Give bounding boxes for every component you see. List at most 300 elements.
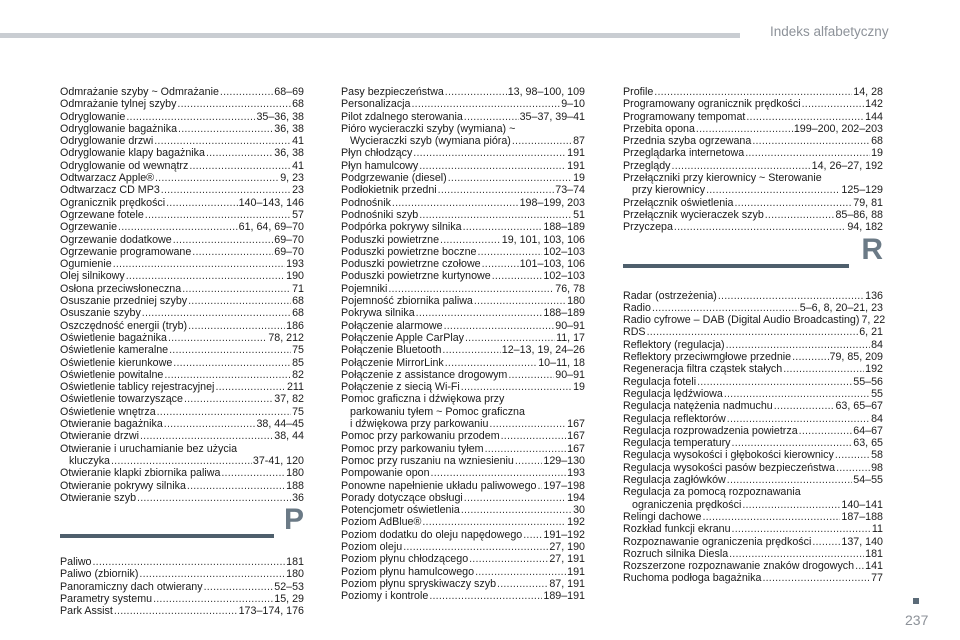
index-entry-pages: 198–199, 203 bbox=[519, 196, 585, 209]
index-entry-pages: 9–10 bbox=[561, 98, 585, 111]
index-entry bbox=[60, 184, 304, 196]
dot-leader bbox=[114, 605, 238, 617]
index-entry-pages: 64–67 bbox=[853, 424, 883, 437]
dot-leader bbox=[221, 467, 285, 479]
index-entry-term: Poziom płynu hamulcowego bbox=[341, 565, 475, 578]
index-entry-pages: 68 bbox=[292, 307, 304, 320]
index-entry bbox=[623, 135, 883, 147]
dot-leader bbox=[139, 568, 285, 580]
index-entry-term: Poziom płynu spryskiwaczy szyb bbox=[341, 577, 497, 590]
index-entry-term: Podnośnik bbox=[341, 196, 391, 209]
index-entry-pages: 14, 26–27, 192 bbox=[811, 159, 883, 172]
index-entry bbox=[341, 504, 585, 516]
index-entry bbox=[60, 467, 304, 479]
index-entry bbox=[341, 283, 585, 295]
dot-leader bbox=[523, 529, 542, 541]
index-entry-term: Regulacja zagłówków bbox=[623, 474, 726, 487]
index-entry-term: Oświetlenie wnętrza bbox=[60, 405, 156, 418]
index-entry-term: parkowaniu tyłem ~ Pomoc graficzna bbox=[350, 405, 525, 418]
index-entry-pages: 136 bbox=[865, 289, 883, 302]
dot-leader bbox=[153, 593, 273, 605]
dot-leader bbox=[726, 339, 871, 351]
index-entry-pages: 85 bbox=[292, 356, 304, 369]
dot-leader bbox=[802, 98, 865, 110]
index-entry-term: i dźwiękowa przy parkowaniu bbox=[350, 418, 489, 431]
dot-leader bbox=[489, 418, 566, 430]
index-entry bbox=[60, 246, 304, 258]
index-entry-pages: 36, 38 bbox=[274, 147, 304, 160]
dot-leader bbox=[164, 418, 256, 430]
index-entry-term: Pojemniki bbox=[341, 282, 388, 295]
index-entry-term: Poduszki powietrzne czołowe bbox=[341, 258, 481, 271]
index-entry bbox=[60, 147, 304, 159]
index-entry-term: Radio bbox=[623, 301, 651, 314]
index-entry-pages: 78, 212 bbox=[268, 331, 304, 344]
index-entry-pages: 191 bbox=[567, 147, 585, 160]
index-entry bbox=[623, 363, 883, 375]
index-entry-pages: 63, 65 bbox=[853, 437, 883, 450]
index-entry-pages: 55–56 bbox=[853, 375, 883, 388]
index-entry-term: Odmrażanie szyby ~ Odmrażanie bbox=[60, 86, 219, 98]
index-entry-term: Olej silnikowy bbox=[60, 270, 125, 283]
index-entry bbox=[341, 357, 585, 369]
dot-leader bbox=[184, 393, 273, 405]
index-entry bbox=[60, 86, 304, 98]
dot-leader bbox=[413, 147, 566, 159]
index-entry-term: kluczyka bbox=[69, 454, 110, 467]
index-entry-pages: 181 bbox=[286, 556, 304, 569]
dot-leader bbox=[392, 197, 519, 209]
index-entry bbox=[623, 339, 883, 351]
index-entry-pages: 180 bbox=[286, 467, 304, 480]
index-entry bbox=[623, 462, 883, 474]
index-entry-pages: 167 bbox=[567, 442, 585, 455]
index-entry-term: Rozruch silnika Diesla bbox=[623, 547, 729, 560]
index-entry-term: Poduszki powietrzne kurtynowe bbox=[341, 270, 491, 283]
index-entry bbox=[623, 572, 883, 584]
index-entry-pages: 27, 191 bbox=[549, 553, 585, 566]
index-entry-pages: 27, 190 bbox=[549, 540, 585, 553]
section-letter: R bbox=[861, 232, 883, 266]
index-entry bbox=[341, 270, 585, 282]
dot-leader bbox=[461, 504, 572, 516]
index-entry-pages: 36, 38 bbox=[274, 122, 304, 135]
dot-leader bbox=[215, 381, 286, 393]
dot-leader bbox=[220, 86, 273, 98]
index-list-o bbox=[60, 86, 304, 504]
index-entry bbox=[60, 270, 304, 282]
index-entry-pages: 141 bbox=[865, 560, 883, 573]
index-entry-term: Ogranicznik prędkości bbox=[60, 196, 166, 209]
index-entry-term: Profile bbox=[623, 86, 654, 98]
index-entry bbox=[60, 209, 304, 221]
index-entry-pages: 188 bbox=[286, 479, 304, 492]
index-entry-pages: 180 bbox=[286, 568, 304, 581]
index-entry bbox=[60, 593, 304, 605]
index-entry bbox=[60, 357, 304, 369]
index-entry bbox=[341, 234, 585, 246]
dot-leader bbox=[192, 246, 273, 258]
index-entry-term: Otwieranie i uruchamianie bez użycia bbox=[60, 442, 238, 455]
index-entry-pages: 41 bbox=[292, 135, 304, 148]
index-entry bbox=[341, 123, 585, 135]
index-entry bbox=[60, 605, 304, 617]
index-entry-term: Otwieranie drzwi bbox=[60, 430, 139, 443]
index-entry-term: Pasy bezpieczeństwa bbox=[341, 86, 444, 98]
dot-leader bbox=[188, 320, 285, 332]
index-entry bbox=[623, 197, 883, 209]
index-entry-pages: 87 bbox=[573, 135, 585, 148]
index-entry-pages: 75 bbox=[292, 344, 304, 357]
dot-leader bbox=[126, 270, 285, 282]
index-entry-term: Osuszanie szyby bbox=[60, 307, 141, 320]
dot-leader bbox=[783, 363, 864, 375]
index-entry-term: Poziom płynu chłodzącego bbox=[341, 553, 469, 566]
index-entry-pages: 9, 23 bbox=[280, 172, 304, 185]
index-entry-term: Osłona przeciwsłoneczna bbox=[60, 282, 182, 295]
index-entry-term: Ruchoma podłoga bagażnika bbox=[623, 572, 762, 585]
index-entry bbox=[623, 111, 883, 123]
dot-leader bbox=[173, 357, 291, 369]
dot-leader bbox=[173, 234, 274, 246]
index-entry bbox=[623, 123, 883, 135]
index-entry bbox=[60, 581, 304, 593]
index-entry bbox=[341, 393, 585, 405]
index-entry-pages: 52–53 bbox=[274, 580, 304, 593]
dot-leader bbox=[416, 307, 543, 319]
index-entry-pages: 188–189 bbox=[543, 221, 585, 234]
index-entry-pages: 191 bbox=[567, 159, 585, 172]
index-entry-term: Rozkład funkcji ekranu bbox=[623, 523, 731, 536]
index-entry-term: Ogumienie bbox=[60, 258, 112, 271]
dot-leader bbox=[429, 590, 542, 602]
index-entry-pages: 140–143, 146 bbox=[238, 196, 304, 209]
index-entry-term: Paliwo (zbiornik) bbox=[60, 568, 139, 581]
index-entry-pages: 11, 17 bbox=[556, 331, 585, 344]
index-entry bbox=[341, 344, 585, 356]
dot-leader bbox=[461, 381, 572, 393]
index-entry-pages: 125–129 bbox=[841, 184, 883, 197]
dot-leader bbox=[440, 234, 501, 246]
index-entry-term: Pokrywa silnika bbox=[341, 307, 415, 320]
index-entry bbox=[623, 400, 883, 412]
index-entry-term: Regulacja natężenia nadmuchu bbox=[623, 400, 773, 413]
index-entry bbox=[60, 197, 304, 209]
index-entry bbox=[341, 246, 585, 258]
section-divider bbox=[60, 534, 274, 538]
index-entry bbox=[60, 283, 304, 295]
dot-leader bbox=[166, 197, 237, 209]
index-entry-pages: 192 bbox=[567, 516, 585, 529]
index-entry bbox=[623, 413, 883, 425]
index-entry bbox=[623, 474, 883, 486]
index-entry bbox=[341, 578, 585, 590]
dot-leader bbox=[448, 172, 572, 184]
index-entry-pages: 94, 182 bbox=[847, 221, 883, 234]
index-entry-pages: 173–174, 176 bbox=[238, 605, 304, 618]
index-list-p bbox=[341, 86, 585, 602]
index-entry-pages: 140–141 bbox=[841, 498, 883, 511]
page-number: 237 bbox=[905, 612, 929, 628]
index-entry-pages: 167 bbox=[567, 430, 585, 443]
index-entry-term: Połączenie z assistance drogowym bbox=[341, 368, 508, 381]
dot-leader bbox=[774, 400, 835, 412]
index-entry bbox=[60, 369, 304, 381]
index-entry bbox=[623, 425, 883, 437]
index-entry bbox=[60, 258, 304, 270]
dot-leader bbox=[182, 283, 291, 295]
dot-leader bbox=[431, 467, 567, 479]
index-entry bbox=[60, 307, 304, 319]
index-entry-pages: 38, 44 bbox=[274, 430, 304, 443]
dot-leader bbox=[696, 123, 793, 135]
dot-leader bbox=[497, 578, 548, 590]
index-entry bbox=[341, 320, 585, 332]
dot-leader bbox=[142, 307, 291, 319]
dot-leader bbox=[538, 480, 543, 492]
index-entry-pages: 187–188 bbox=[841, 510, 883, 523]
index-entry bbox=[341, 111, 585, 123]
index-entry bbox=[60, 160, 304, 172]
index-entry bbox=[60, 221, 304, 233]
index-entry-pages: 11 bbox=[871, 523, 883, 536]
index-entry bbox=[623, 221, 883, 233]
index-entry bbox=[60, 123, 304, 135]
index-entry-pages: 98 bbox=[871, 461, 883, 474]
index-entry bbox=[623, 388, 883, 400]
index-entry bbox=[60, 492, 304, 504]
index-entry-term: Potencjometr oświetlenia bbox=[341, 504, 460, 517]
index-entry-term: Radar (ostrzeżenia) bbox=[623, 289, 717, 302]
dot-leader bbox=[145, 209, 291, 221]
dot-leader bbox=[836, 462, 870, 474]
index-entry-pages: 15, 29 bbox=[274, 592, 304, 605]
index-entry-term: Otwieranie szyb bbox=[60, 491, 137, 504]
index-entry-term: Personalizacja bbox=[341, 98, 411, 111]
index-entry-term: Poziom oleju bbox=[341, 540, 403, 553]
index-entry-term: Porady dotyczące obsługi bbox=[341, 491, 463, 504]
index-entry bbox=[60, 443, 304, 455]
dot-leader bbox=[164, 369, 291, 381]
index-entry-pages: 36 bbox=[292, 491, 304, 504]
index-entry-term: Przełącznik oświetlenia bbox=[623, 196, 734, 209]
index-list-p-end bbox=[623, 86, 883, 234]
dot-leader bbox=[140, 430, 273, 442]
index-entry-pages: 69–70 bbox=[274, 245, 304, 258]
index-entry-pages: 193 bbox=[286, 258, 304, 271]
index-entry-pages: 167 bbox=[567, 418, 585, 431]
index-entry-term: Pompowanie opon bbox=[341, 467, 430, 480]
index-entry bbox=[60, 320, 304, 332]
index-entry-term: Regulacja reflektorów bbox=[623, 412, 726, 425]
index-entry-pages: 90–91 bbox=[555, 368, 585, 381]
dot-leader bbox=[178, 123, 273, 135]
index-entry-term: Regulacja za pomocą rozpoznawania bbox=[623, 486, 801, 499]
index-entry bbox=[623, 511, 883, 523]
dot-leader bbox=[204, 581, 274, 593]
index-entry bbox=[623, 172, 883, 184]
dot-leader bbox=[469, 553, 548, 565]
dot-leader bbox=[724, 388, 870, 400]
dot-leader bbox=[465, 332, 555, 344]
index-entry-term: Wycieraczki szyb (wymiana pióra) bbox=[350, 135, 511, 148]
index-entry bbox=[341, 369, 585, 381]
index-entry-pages: 102–103 bbox=[543, 245, 585, 258]
index-entry-term: Oświetlenie kierunkowe bbox=[60, 356, 173, 369]
index-entry-term: Reflektory (regulacja) bbox=[623, 338, 725, 351]
index-entry-term: Oświetlenie bagażnika bbox=[60, 331, 167, 344]
index-entry bbox=[623, 314, 886, 327]
index-entry-pages: 68 bbox=[871, 135, 883, 148]
index-entry bbox=[341, 160, 585, 172]
index-entry-pages: 76, 78 bbox=[555, 282, 585, 295]
index-entry bbox=[623, 326, 883, 338]
index-entry bbox=[623, 560, 883, 572]
index-entry-pages: 58 bbox=[871, 449, 883, 462]
dot-leader bbox=[501, 430, 567, 442]
index-entry-pages: 6, 21 bbox=[859, 326, 883, 339]
dot-leader bbox=[674, 221, 846, 233]
index-entry bbox=[341, 443, 585, 455]
index-entry-term: Odryglowanie bagażnika bbox=[60, 122, 178, 135]
dot-leader bbox=[718, 290, 864, 302]
index-entry-term: Poziom dodatku do oleju napędowego bbox=[341, 528, 523, 541]
dot-leader bbox=[697, 376, 852, 388]
index-entry bbox=[623, 302, 883, 314]
index-entry-term: przy kierownicy bbox=[632, 184, 706, 197]
index-entry-pages: 41 bbox=[292, 159, 304, 172]
dot-leader bbox=[444, 320, 555, 332]
index-entry-term: Podgrzewanie (diesel) bbox=[341, 172, 447, 185]
index-entry-pages: 142 bbox=[865, 98, 883, 111]
dot-leader bbox=[727, 413, 870, 425]
index-entry-term: Programowany tempomat bbox=[623, 110, 746, 123]
dot-leader bbox=[647, 326, 859, 338]
index-entry-term: Odryglowanie drzwi bbox=[60, 135, 154, 148]
dot-leader bbox=[445, 86, 507, 98]
index-entry bbox=[341, 480, 585, 492]
index-entry bbox=[341, 566, 585, 578]
index-entry bbox=[623, 209, 883, 221]
index-entry bbox=[341, 209, 585, 221]
index-entry-pages: 37, 82 bbox=[274, 393, 304, 406]
index-entry-term: Oświetlenie towarzyszące bbox=[60, 393, 183, 406]
index-entry-term: Otwieranie pokrywy silnika bbox=[60, 479, 186, 492]
index-entry-pages: 191 bbox=[567, 565, 585, 578]
dot-leader bbox=[438, 184, 555, 196]
index-entry-pages: 73–74 bbox=[555, 184, 585, 197]
page-title: Indeks alfabetyczny bbox=[770, 24, 889, 39]
dot-leader bbox=[113, 258, 285, 270]
index-entry bbox=[623, 290, 883, 302]
index-entry-term: Regulacja foteli bbox=[623, 375, 697, 388]
index-entry bbox=[341, 332, 585, 344]
index-entry-pages: 101–103, 106 bbox=[519, 258, 585, 271]
dot-leader bbox=[475, 566, 566, 578]
dot-leader bbox=[732, 523, 871, 535]
index-entry bbox=[623, 184, 883, 196]
index-entry-term: Odryglowanie bbox=[60, 110, 126, 123]
index-entry-pages: 180 bbox=[567, 295, 585, 308]
index-entry bbox=[60, 406, 304, 418]
index-entry-term: Połączenie alarmowe bbox=[341, 319, 443, 332]
index-entry-pages: 137, 140 bbox=[841, 535, 883, 548]
index-entry bbox=[341, 406, 585, 418]
index-entry-term: Ogrzewanie bbox=[60, 221, 118, 234]
index-entry-term: Przeglądarka internetowa bbox=[623, 147, 745, 160]
dot-leader bbox=[155, 172, 279, 184]
index-entry bbox=[60, 111, 304, 123]
index-entry-term: RDS bbox=[623, 326, 646, 339]
index-entry-term: Połączenie Apple CarPlay bbox=[341, 331, 464, 344]
dot-leader bbox=[126, 111, 255, 123]
index-entry-pages: 12–13, 19, 24–26 bbox=[501, 344, 585, 357]
index-entry-term: Przyczepa bbox=[623, 221, 673, 234]
index-entry bbox=[623, 437, 883, 449]
index-entry bbox=[623, 499, 883, 511]
index-entry-term: ograniczenia prędkości bbox=[632, 498, 742, 511]
index-entry bbox=[60, 430, 304, 442]
dot-leader bbox=[154, 135, 291, 147]
index-list-p-start bbox=[60, 556, 304, 617]
dot-leader bbox=[812, 536, 840, 548]
index-column-1 bbox=[60, 86, 304, 618]
index-entry-term: Poziom AdBlue® bbox=[341, 516, 422, 529]
dot-leader bbox=[188, 295, 291, 307]
dot-leader bbox=[706, 184, 840, 196]
index-entry bbox=[623, 548, 883, 560]
index-entry-term: Połączenie MirrorLink bbox=[341, 356, 444, 369]
index-entry-term: Regulacja lędźwiowa bbox=[623, 387, 723, 400]
dot-leader bbox=[442, 344, 500, 356]
index-entry-term: Płyn hamulcowy bbox=[341, 159, 419, 172]
index-entry bbox=[623, 523, 883, 535]
index-entry-pages: 181 bbox=[865, 547, 883, 560]
dot-leader bbox=[419, 209, 572, 221]
dot-leader bbox=[515, 455, 543, 467]
index-entry-pages: 84 bbox=[871, 412, 883, 425]
index-entry-pages: 189–191 bbox=[543, 590, 585, 603]
index-entry bbox=[341, 86, 585, 98]
dot-leader bbox=[654, 86, 852, 98]
index-entry bbox=[60, 135, 304, 147]
index-entry-pages: 84 bbox=[871, 338, 883, 351]
index-entry-term: Paliwo bbox=[60, 556, 92, 569]
index-entry-pages: 57 bbox=[292, 208, 304, 221]
index-entry bbox=[60, 393, 304, 405]
index-entry-term: Odmrażanie tylnej szyby bbox=[60, 98, 177, 111]
index-entry-term: Park Assist bbox=[60, 605, 113, 618]
dot-leader bbox=[702, 511, 840, 523]
index-entry bbox=[341, 197, 585, 209]
index-entry-term: Oświetlenie powitalne bbox=[60, 368, 164, 381]
index-entry-term: Rozszerzone rozpoznawanie znaków drogowych bbox=[623, 560, 855, 573]
index-entry-term: Pomoc przy parkowaniu przodem bbox=[341, 430, 500, 443]
dot-leader bbox=[419, 160, 566, 172]
index-entry-term: Regulacja wysokości i głębokości kierownicy bbox=[623, 449, 834, 462]
index-entry-pages: 85–86, 88 bbox=[835, 208, 883, 221]
index-entry-pages: 68 bbox=[292, 98, 304, 111]
index-column-3 bbox=[623, 86, 886, 585]
index-entry-term: Przebita opona bbox=[623, 122, 695, 135]
index-entry-pages: 5–6, 8, 20–21, 23 bbox=[799, 301, 883, 314]
index-entry-term: Przełącznik wycieraczek szyb bbox=[623, 208, 764, 221]
index-list-r bbox=[623, 289, 886, 585]
index-entry bbox=[60, 455, 304, 467]
index-entry-pages: 186 bbox=[286, 319, 304, 332]
index-entry-pages: 19, 101, 103, 106 bbox=[501, 233, 585, 246]
index-entry-term: Połączenie z siecią Wi-Fi bbox=[341, 381, 460, 394]
